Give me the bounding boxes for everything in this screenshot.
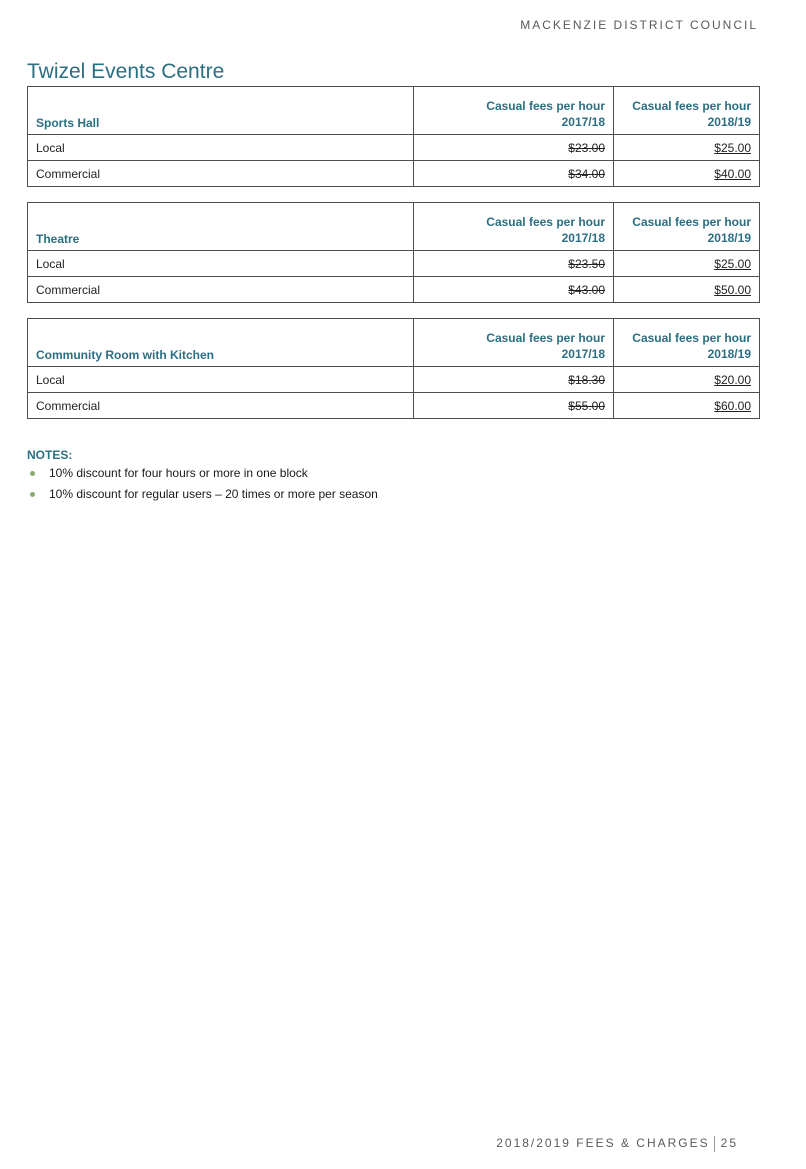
old-fee: $43.00 <box>414 277 614 303</box>
new-fee: $25.00 <box>614 135 760 161</box>
old-fee: $23.50 <box>414 251 614 277</box>
fees-table-theatre <box>27 202 760 303</box>
column-header-2018-19 <box>614 87 760 135</box>
column-header-2017-18 <box>414 87 614 135</box>
row-label: Commercial <box>28 393 414 419</box>
row-label: Local <box>28 367 414 393</box>
bullet-icon <box>30 492 35 497</box>
notes-list <box>27 465 378 507</box>
column-header-year: 2018/19 <box>707 231 751 245</box>
notes-title: NOTES: <box>27 448 73 462</box>
new-fee: $40.00 <box>614 161 760 187</box>
row-label: Local <box>28 251 414 277</box>
table-category: Sports Hall <box>28 87 414 135</box>
row-label: Commercial <box>28 277 414 303</box>
section-title: Twizel Events Centre <box>27 60 225 83</box>
new-fee: $60.00 <box>614 393 760 419</box>
new-fee: $50.00 <box>614 277 760 303</box>
row-label: Local <box>28 135 414 161</box>
note-text: 10% discount for regular users – 20 times or more per season <box>49 487 378 501</box>
table-header-row <box>28 203 760 251</box>
page-number: 25 <box>720 1136 738 1151</box>
row-label: Commercial <box>28 161 414 187</box>
list-item <box>27 486 378 507</box>
column-header-year: 2017/18 <box>561 231 605 245</box>
table-row <box>28 367 760 393</box>
column-header-line: Casual fees per hour <box>486 331 605 345</box>
column-header-year: 2018/19 <box>707 347 751 361</box>
column-header-line: Casual fees per hour <box>486 215 605 229</box>
old-fee: $18.30 <box>414 367 614 393</box>
column-header-2018-19 <box>614 319 760 367</box>
page-footer <box>496 1136 738 1152</box>
new-fee: $20.00 <box>614 367 760 393</box>
table-category: Theatre <box>28 203 414 251</box>
fees-table-sports-hall <box>27 86 760 187</box>
column-header-2017-18 <box>414 319 614 367</box>
column-header-2018-19 <box>614 203 760 251</box>
new-fee: $25.00 <box>614 251 760 277</box>
table-row <box>28 135 760 161</box>
table-row <box>28 393 760 419</box>
old-fee: $55.00 <box>414 393 614 419</box>
column-header-2017-18 <box>414 203 614 251</box>
bullet-icon <box>30 471 35 476</box>
table-row <box>28 161 760 187</box>
page-header: MACKENZIE DISTRICT COUNCIL <box>520 18 758 32</box>
column-header-line: Casual fees per hour <box>486 99 605 113</box>
fees-table-community-room <box>27 318 760 419</box>
list-item <box>27 465 378 486</box>
old-fee: $34.00 <box>414 161 614 187</box>
column-header-year: 2017/18 <box>561 115 605 129</box>
table-category: Community Room with Kitchen <box>28 319 414 367</box>
column-header-year: 2018/19 <box>707 115 751 129</box>
old-fee: $23.00 <box>414 135 614 161</box>
column-header-line: Casual fees per hour <box>632 215 751 229</box>
table-header-row <box>28 319 760 367</box>
footer-doc-title: 2018/2019 FEES & CHARGES <box>496 1136 710 1151</box>
table-row <box>28 251 760 277</box>
column-header-line: Casual fees per hour <box>632 331 751 345</box>
footer-divider <box>714 1136 715 1152</box>
note-text: 10% discount for four hours or more in one block <box>49 466 308 480</box>
table-header-row <box>28 87 760 135</box>
column-header-line: Casual fees per hour <box>632 99 751 113</box>
column-header-year: 2017/18 <box>561 347 605 361</box>
table-row <box>28 277 760 303</box>
